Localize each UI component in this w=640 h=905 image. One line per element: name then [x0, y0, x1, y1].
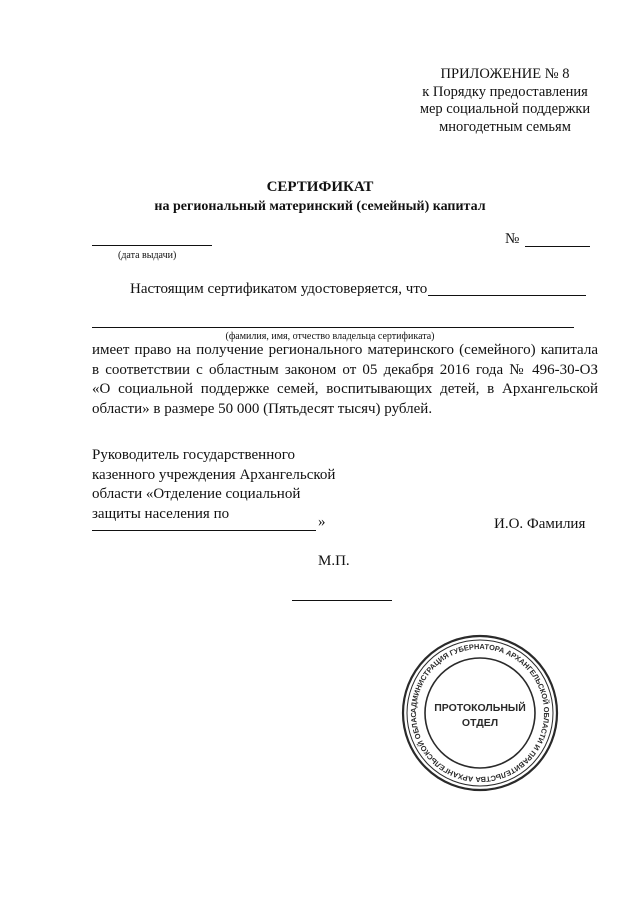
stamp-center-line-1: ПРОТОКОЛЬНЫЙ	[434, 702, 526, 714]
certifies-blank-line	[428, 295, 586, 296]
signer-line-1: Руководитель государственного	[92, 447, 296, 463]
body-line-1: имеет право на получение регионального материнского (семейного) капитала	[92, 342, 598, 358]
certificate-body	[92, 341, 598, 419]
document-title: СЕРТИФИКАТ	[266, 179, 374, 195]
stamp-graphic	[400, 633, 560, 793]
appendix-line-1: ПРИЛОЖЕНИЕ № 8	[440, 66, 570, 82]
body-line-3: «О социальной поддержке семей, воспитывающих детей, в Архангельской	[92, 381, 598, 397]
appendix-line-2: к Порядку предоставления	[422, 83, 588, 100]
official-stamp	[400, 633, 560, 793]
appendix-line-4: многодетным семьям	[439, 118, 571, 135]
appendix-header	[400, 66, 610, 136]
body-line-2: в соответствии с областным законом от 05 декабря 2016 года № 496-30-ОЗ	[92, 361, 598, 378]
stamp-ring-text: АДМИНИСТРАЦИЯ ГУБЕРНАТОРА АРХАНГЕЛЬСКОЙ ОБЛАСТИ И ПРАВИТЕЛЬСТВА АРХАНГЕЛЬСКОЙ ОБЛАС	[408, 641, 552, 785]
signer-position	[92, 446, 352, 524]
body-line-4: области» в размере 50 000 (Пятьдесят тысяч) рублей.	[92, 400, 433, 417]
certificate-number-label: №	[505, 231, 520, 247]
seal-place-label: М.П.	[318, 553, 350, 569]
department-blank-line	[92, 530, 316, 531]
closing-quote: »	[318, 514, 326, 530]
signer-line-2: казенного учреждения Архангельской	[92, 466, 336, 483]
document-subtitle: на региональный материнский (семейный) капитал	[154, 199, 486, 214]
issue-date-field	[92, 245, 212, 246]
stamp-center-line-2: ОТДЕЛ	[461, 717, 499, 729]
holder-name-caption: (фамилия, имя, отчество владельца сертификата)	[225, 331, 435, 342]
signer-name: И.О. Фамилия	[494, 516, 586, 532]
appendix-line-3: мер социальной поддержки	[419, 101, 591, 117]
certifies-text: Настоящим сертификатом удостоверяется, что	[130, 281, 428, 297]
signer-line-3: области «Отделение социальной	[92, 486, 301, 502]
holder-name-field	[92, 327, 574, 328]
certificate-number-field	[525, 246, 590, 247]
issue-date-caption: (дата выдачи)	[118, 250, 177, 261]
signature-line	[292, 600, 392, 601]
signer-line-4: защиты населения по	[92, 505, 230, 522]
